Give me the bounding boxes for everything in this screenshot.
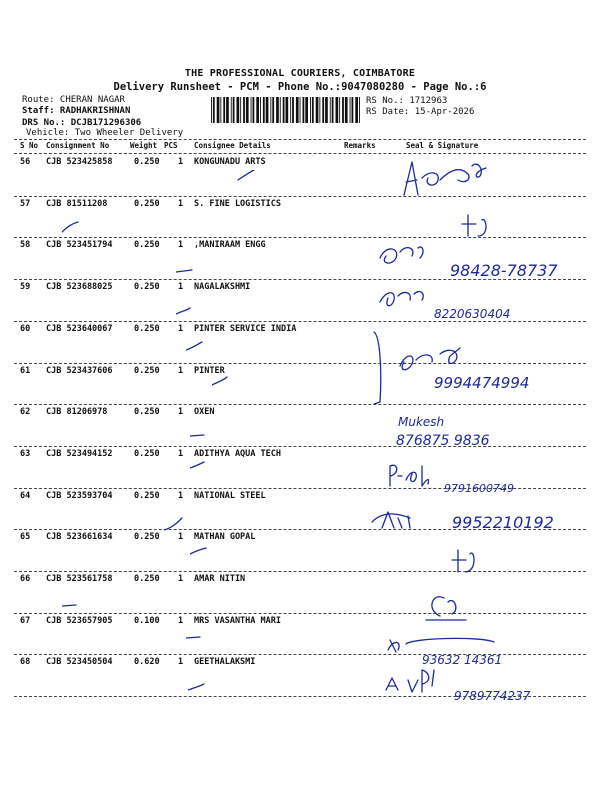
row-pcs: 1 <box>178 157 184 167</box>
barcode-bar <box>316 97 319 123</box>
row-consignment-no: CJB 523593704 <box>46 490 113 501</box>
row-consignee: OXEN <box>194 407 215 418</box>
row-pcs: 1 <box>178 448 184 459</box>
tick-stroke <box>212 377 227 385</box>
row-sno: 63 <box>20 448 31 459</box>
barcode-bar <box>352 97 354 123</box>
vehicle-label: Vehicle: Two Wheeler Delivery <box>26 128 184 138</box>
tick-stroke <box>164 518 182 530</box>
row-pcs: 1 <box>178 657 184 668</box>
barcode-bar <box>303 97 305 123</box>
barcode-bar <box>312 97 314 123</box>
row-consignee: NAGALAKSHMI <box>194 282 251 293</box>
tick-stroke <box>188 684 204 690</box>
barcode-bar <box>330 97 331 123</box>
row-weight: 0.250 <box>134 323 160 334</box>
row-consignment-no: CJB 523657905 <box>46 615 113 626</box>
tick-stroke <box>62 605 76 606</box>
barcode-bar <box>217 97 220 123</box>
row-consignee: S. FINE LOGISTICS <box>194 198 281 209</box>
delivery-tick-mark <box>62 220 82 236</box>
tick-stroke <box>238 170 254 180</box>
barcode-bar <box>253 97 255 123</box>
phone-63: 9791600749 <box>444 482 514 495</box>
barcode-bar <box>342 97 344 123</box>
signature-57 <box>462 215 486 236</box>
row-pcs: 1 <box>178 407 184 418</box>
barcode-bar <box>246 97 249 123</box>
rs-number: RS No.: 1712963 <box>366 96 448 106</box>
signature-68 <box>386 670 434 692</box>
signature-56 <box>404 162 486 195</box>
delivery-tick-mark <box>186 632 206 648</box>
col-weight: Weight <box>130 141 158 150</box>
row-sno: 57 <box>20 198 31 209</box>
row-weight: 0.250 <box>134 490 160 501</box>
signature-61 <box>400 348 460 370</box>
row-pcs: 1 <box>178 323 184 334</box>
barcode-bar <box>276 97 279 123</box>
barcode-bar <box>211 97 212 123</box>
name-62: Mukesh <box>398 415 445 429</box>
signature-58 <box>380 247 423 263</box>
phone-64: 9952210192 <box>452 513 554 532</box>
barcode-bar <box>345 97 348 123</box>
row-consignee: MATHAN GOPAL <box>194 532 256 543</box>
tick-stroke <box>62 222 78 232</box>
barcode-bar <box>286 97 289 123</box>
signature-65 <box>452 550 474 572</box>
signature-59 <box>380 292 423 306</box>
tick-stroke <box>176 308 190 314</box>
row-weight: 0.250 <box>134 532 160 543</box>
col-sno: S No <box>20 141 39 150</box>
row-pcs: 1 <box>178 574 184 584</box>
row-weight: 0.100 <box>134 615 160 626</box>
row-pcs: 1 <box>178 198 184 209</box>
company-title: THE PROFESSIONAL COURIERS, COIMBATORE <box>184 68 416 79</box>
barcode-bar <box>283 97 285 123</box>
col-consignee: Consignee Details <box>194 141 271 150</box>
row-sno: 56 <box>20 157 31 167</box>
barcode-bar <box>300 97 301 123</box>
phone-58: 98428-78737 <box>450 261 558 280</box>
phone-62: 876875 9836 <box>396 433 490 449</box>
row-consignee: AMAR NITIN <box>194 574 246 584</box>
row-weight: 0.250 <box>134 365 160 376</box>
delivery-tick-mark <box>188 682 208 698</box>
row-consignment-no: CJB 523425858 <box>46 157 113 167</box>
delivery-tick-mark <box>212 376 232 392</box>
row-pcs: 1 <box>178 490 184 501</box>
row-consignee: KONGUNADU ARTS <box>194 157 266 167</box>
delivery-tick-mark <box>236 170 256 186</box>
row-consignment-no: CJB 523661634 <box>46 532 113 543</box>
row-sno: 61 <box>20 365 31 376</box>
delivery-tick-mark <box>190 430 210 446</box>
row-sno: 58 <box>20 240 31 251</box>
barcode-bar <box>305 97 308 123</box>
barcode-bar <box>325 97 328 123</box>
barcode-bar <box>251 97 252 123</box>
col-consignment: Consignment No <box>46 141 110 150</box>
rs-date: RS Date: 15-Apr-2026 <box>366 107 475 117</box>
row-weight: 0.250 <box>134 448 160 459</box>
row-pcs: 1 <box>178 615 184 626</box>
barcode-bar <box>322 97 324 123</box>
barcode-bar <box>263 97 265 123</box>
row-weight: 0.250 <box>134 240 160 251</box>
barcode-bar <box>355 97 358 123</box>
row-sno: 66 <box>20 574 31 584</box>
barcode-bar <box>223 97 225 123</box>
barcode-bar <box>243 97 245 123</box>
row-weight: 0.250 <box>134 198 160 209</box>
barcode-bar <box>319 97 320 123</box>
row-pcs: 1 <box>178 240 184 251</box>
row-consignment-no: CJB 81206978 <box>46 407 108 418</box>
row-sno: 68 <box>20 657 31 668</box>
col-seal: Seal & Signature <box>406 141 479 150</box>
row-consignment-no: CJB 523561758 <box>46 574 113 584</box>
barcode-bar <box>290 97 291 123</box>
row-consignee: GEETHALAKSMI <box>194 657 256 668</box>
row-consignment-no: CJB 523437606 <box>46 365 113 376</box>
row-consignment-no: CJB 523640067 <box>46 323 113 334</box>
row-consignee: PINTER <box>194 365 225 376</box>
barcode-bar <box>272 97 274 123</box>
col-remarks: Remarks <box>344 141 376 150</box>
tick-stroke <box>190 435 204 436</box>
delivery-tick-mark <box>176 306 196 322</box>
row-weight: 0.250 <box>134 407 160 418</box>
barcode-bar <box>310 97 311 123</box>
row-consignment-no: CJB 523451794 <box>46 240 113 251</box>
row-consignment-no: CJB 523688025 <box>46 282 113 293</box>
barcode-bar <box>237 97 240 123</box>
barcode-bar <box>359 97 360 123</box>
barcode <box>210 97 362 123</box>
barcode-bar <box>226 97 229 123</box>
barcode-bar <box>260 97 261 123</box>
row-consignee: PINTER SERVICE INDIA <box>194 323 297 334</box>
staff-label: Staff: RADHAKRISHNAN <box>22 106 131 116</box>
row-weight: 0.620 <box>134 657 160 668</box>
tick-stroke <box>186 637 200 638</box>
row-consignment-no: CJB 523450504 <box>46 657 113 668</box>
barcode-bar <box>336 97 339 123</box>
signature-area <box>360 140 600 720</box>
drs-label: DRS No.: DCJB171296306 <box>22 118 142 128</box>
row-consignment-no: CJB 523494152 <box>46 448 113 459</box>
tick-stroke <box>190 462 204 468</box>
barcode-bar <box>220 97 221 123</box>
row-sno: 60 <box>20 323 31 334</box>
barcode-bar <box>240 97 241 123</box>
delivery-tick-mark <box>190 460 210 476</box>
delivery-tick-mark <box>190 546 210 562</box>
row-consignee: ADITHYA AQUA TECH <box>194 448 281 459</box>
route-label: Route: CHERAN NAGAR <box>22 95 125 105</box>
row-sno: 59 <box>20 282 31 293</box>
barcode-bar <box>233 97 235 123</box>
barcode-bar <box>332 97 334 123</box>
signature-67 <box>388 638 494 652</box>
row-consignee: ,MANIRAAM ENGG <box>194 240 266 251</box>
row-pcs: 1 <box>178 365 184 376</box>
signature-66 <box>426 597 466 620</box>
row-consignee: MRS VASANTHA MARI <box>194 615 281 626</box>
row-weight: 0.250 <box>134 574 160 584</box>
phone-61: 9994474994 <box>434 374 530 392</box>
barcode-bar <box>266 97 269 123</box>
runsheet-title: Delivery Runsheet - PCM - Phone No.:9047080280 - Page No.:6 <box>113 81 487 93</box>
row-consignee: NATIONAL STEEL <box>194 490 266 501</box>
bracket-60-61 <box>374 332 381 404</box>
barcode-bar <box>213 97 215 123</box>
barcode-bar <box>350 97 351 123</box>
barcode-bar <box>339 97 340 123</box>
barcode-bar <box>292 97 294 123</box>
row-weight: 0.250 <box>134 157 160 167</box>
barcode-bar <box>256 97 259 123</box>
row-sno: 62 <box>20 407 31 418</box>
signature-63 <box>390 465 429 486</box>
tick-stroke <box>186 342 202 350</box>
col-pcs: PCS <box>164 141 178 150</box>
row-sno: 65 <box>20 532 31 543</box>
tick-stroke <box>190 548 206 554</box>
row-sno: 64 <box>20 490 31 501</box>
barcode-bar <box>296 97 299 123</box>
barcode-bar <box>280 97 281 123</box>
row-consignment-no: CJB 81511208 <box>46 198 108 209</box>
barcode-bar <box>231 97 232 123</box>
phone-67: 93632 14361 <box>422 653 503 667</box>
delivery-tick-mark <box>186 340 206 356</box>
phone-68: 9789774237 <box>454 689 531 703</box>
row-pcs: 1 <box>178 532 184 543</box>
row-pcs: 1 <box>178 282 184 293</box>
tick-stroke <box>176 270 192 272</box>
phone-59: 8220630404 <box>434 307 511 321</box>
signature-64 <box>372 512 410 528</box>
barcode-bar <box>270 97 271 123</box>
row-sno: 67 <box>20 615 31 626</box>
row-weight: 0.250 <box>134 282 160 293</box>
